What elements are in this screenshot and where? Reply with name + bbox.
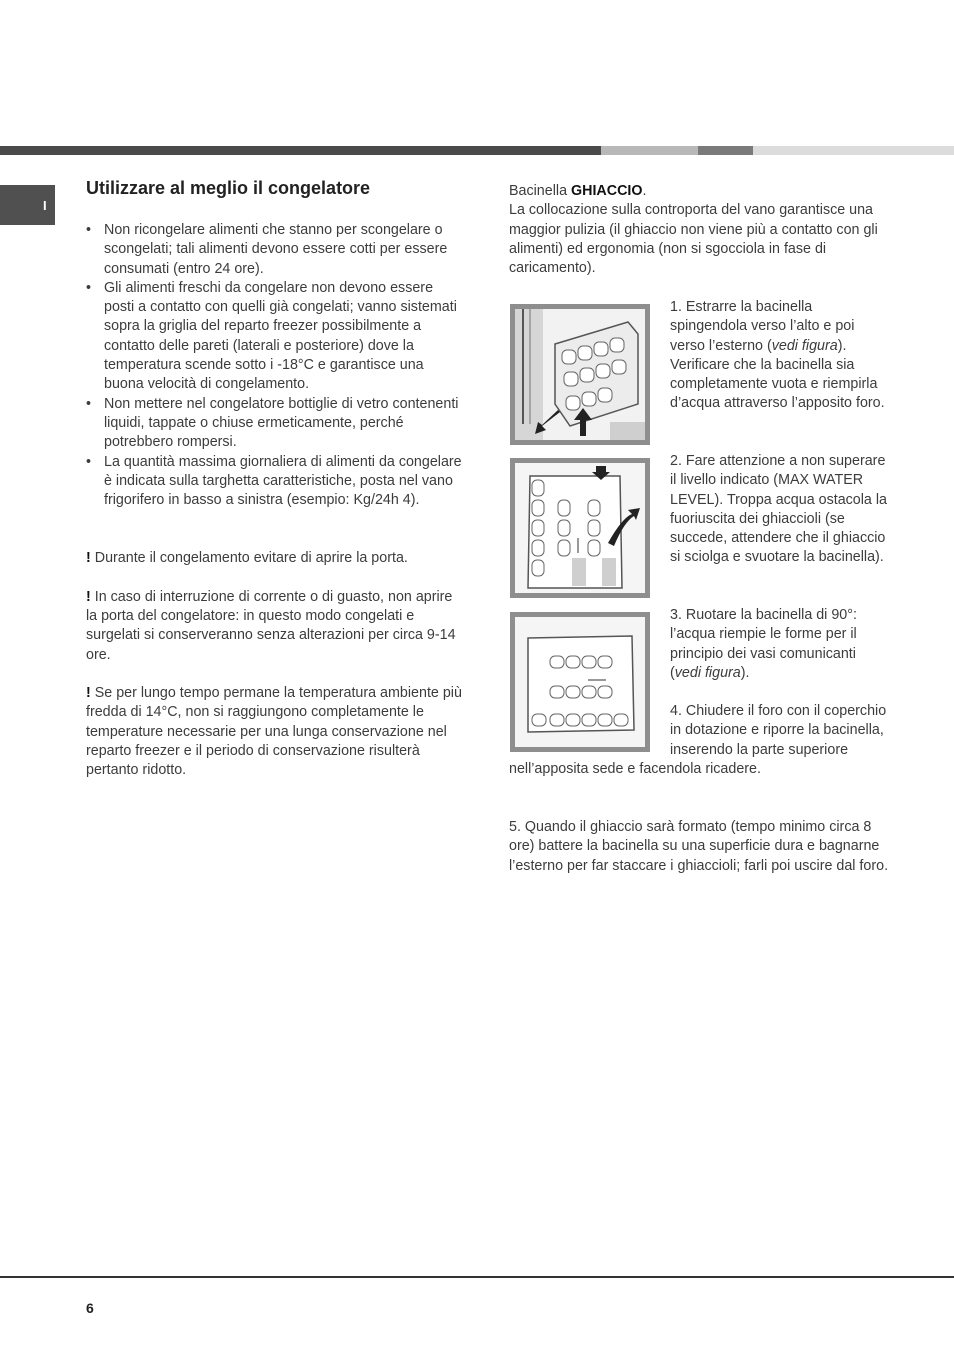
bullet-item: • La quantità massima giornaliera di alimenti da congelare è indicata sulla targhetta caratteristiche, posta nel vano frigorifero in basso a sinistra (esempio: Kg/24h 4). <box>86 453 466 511</box>
header-bar-segment <box>698 146 753 155</box>
step-1-italic: vedi figura <box>771 337 838 354</box>
language-tab-label: I <box>43 198 47 213</box>
header-bar-segment <box>0 146 601 155</box>
step-5-text: 5. Quando il ghiaccio sarà formato (tempo minimo circa 8 ore) battere la bacinella su una superficie dura e bagnarne l’esterno per far staccare i ghiaccioli; farli poi uscire dal foro. <box>509 819 889 874</box>
header-bar-segment <box>753 146 954 155</box>
warning-mark: ! <box>86 550 91 567</box>
step-4-text: 4. Chiudere il foro con il coperchio in dotazione e riporre la bacinella, inserendo la parte superiore nell’apposita sede e facendola ricadere. <box>509 703 887 777</box>
step-4 <box>509 702 894 779</box>
header-color-bar <box>0 146 954 155</box>
intro-prefix: Bacinella <box>509 183 571 199</box>
intro-bold: GHIACCIO <box>571 183 643 199</box>
step-2-text: 2. Fare attenzione a non superare il livello indicato (MAX WATER LEVEL). Troppa acqua ostacola la fuoriuscita dei ghiaccioli (se succede, attendere che il ghiaccio si sciolga e svuotare la bacinella). <box>670 453 887 566</box>
warning-text: Se per lungo tempo permane la temperatura ambiente più fredda di 14°C, non si raggiungono completamente le temperature necessarie per una lunga conservazione nel reparto freezer e il periodo di conservazione risulterà pertanto ridotto. <box>86 685 462 779</box>
figure-max-water-level <box>510 458 650 598</box>
warning-text: In caso di interruzione di corrente o di guasto, non aprire la porta del congelatore: in questo modo congelati e surgelati si conserveranno senza alterazioni per circa 9-14 ore. <box>86 588 456 663</box>
page-title: Utilizzare al meglio il congelatore <box>86 178 371 198</box>
warning-mark: ! <box>86 685 91 702</box>
intro-suffix: . <box>642 183 647 199</box>
footer-rule <box>0 1276 954 1278</box>
step-3 <box>670 606 880 683</box>
right-intro <box>509 182 894 278</box>
step-5 <box>509 818 894 876</box>
step-1-text <box>670 298 890 414</box>
step-2 <box>670 452 890 568</box>
warning-mark: ! <box>86 588 91 605</box>
bullet-item: • Non ricongelare alimenti che stanno per scongelare o scongelati; tali alimenti devono essere cotti per essere consumati (entro 24 ore). <box>86 221 466 279</box>
warning-text: Durante il congelamento evitare di aprire la porta. <box>94 550 408 567</box>
step-1-part: ). Verificare che la bacinella sia completamente vuota e riempirla d’acqua attraverso l’apposito foro. <box>670 337 885 412</box>
page-number: 6 <box>86 1300 94 1316</box>
step-3-text <box>670 606 880 683</box>
step-1 <box>670 298 890 414</box>
left-column <box>86 221 466 781</box>
warning-note <box>86 549 466 568</box>
step-3-italic: vedi figura <box>674 664 741 681</box>
warning-note <box>86 684 466 780</box>
step-1-part: 1. Estrarre la bacinella spingendola verso l’alto e poi verso l’esterno ( <box>670 299 855 354</box>
bullet-item: • Gli alimenti freschi da congelare non devono essere posti a contatto con quelli già congelati; vanno sistemati sopra la griglia del reparto freezer possibilmente a contatto delle pareti (laterali e posteriore) dove la temperatura scende sotto i -18°C e garantisce una buona velocità di congelamento. <box>86 279 466 395</box>
figure-extract-tray <box>510 304 650 445</box>
language-tab <box>0 185 55 225</box>
warning-note <box>86 588 466 665</box>
bullet-item: • Non mettere nel congelatore bottiglie di vetro contenenti liquidi, tappate o chiuse ermeticamente, perché potrebbero rompersi. <box>86 395 466 453</box>
figure-wrap-spacer <box>509 702 670 753</box>
step-3-part: 3. Ruotare la bacinella di 90°: l’acqua riempie le forme per il principio dei vasi comunicanti ( <box>670 607 857 681</box>
intro-text: La collocazione sulla controporta del vano garantisce una maggior pulizia (il ghiaccio non viene più a contatto con gli alimenti) ed ergonomia (non si sgocciola in fase di caricamento). <box>509 202 878 277</box>
step-3-part: ). <box>740 664 750 681</box>
intro-heading <box>509 182 894 201</box>
header-bar-segment <box>601 146 698 155</box>
